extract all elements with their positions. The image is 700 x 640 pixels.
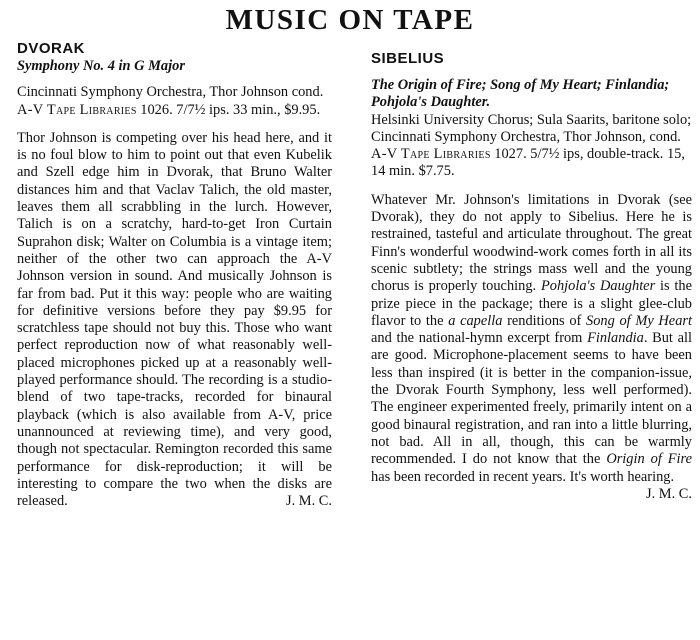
- sibelius-review-text: [371, 191, 693, 502]
- sibelius-review-part: renditions of: [502, 312, 587, 329]
- dvorak-composer-heading: DVORAK: [17, 40, 86, 57]
- sibelius-review-column: [371, 40, 692, 503]
- sibelius-performers: Helsinki University Chorus; Sula Saarits, baritone solo; Cincinnati Symphony Orchestra, Thor Johnson, cond.: [371, 111, 692, 145]
- dvorak-release-info: [17, 102, 332, 119]
- dvorak-review-column: [17, 40, 332, 510]
- page-title: MUSIC ON TAPE: [225, 4, 475, 36]
- dvorak-review-text: [17, 130, 332, 511]
- dvorak-label: A-V Tape Libraries: [17, 101, 137, 118]
- sibelius-label: A-V Tape Libraries: [371, 146, 491, 163]
- sibelius-review-part: has been recorded in recent years. It's worth hearing.: [371, 468, 675, 485]
- sibelius-signature: J. M. C.: [646, 485, 692, 502]
- sibelius-release-info: [371, 146, 692, 181]
- sibelius-review-italic: Origin of Fire: [606, 451, 692, 468]
- sibelius-review-part: and the national-hymn excerpt from: [371, 330, 588, 347]
- sibelius-review-part: Whatever Mr. Johnson's limitations in Dvorak (see Dvorak), they do not apply to Sibelius. Here he is restrained, tasteful and articulate throughout. The great Finn's wonderful woodwind-work comes forth in all its scenic subtlety; the strings mass well and the young chorus is properly touching.: [371, 191, 692, 295]
- dvorak-release-details: 1026. 7/7½ ips. 33 min., $9.95.: [136, 101, 321, 118]
- sibelius-review-italic: Finlandia: [587, 330, 644, 347]
- sibelius-review-italic: Pohjola's Daughter: [540, 278, 656, 295]
- sibelius-review-part: is the prize piece in the package; there is a slight glee-club flavor to the: [371, 278, 692, 329]
- sibelius-work-title: The Origin of Fire; Song of My Heart; Finlandia; Pohjola's Daughter.: [371, 77, 670, 111]
- dvorak-review-body: Thor Johnson is competing over his head here, and it is no foul blow to him to point out that even Kubelik and Szell edge him in Dvorak, that Bruno Walter distances him and that Vaclav Talich, the old master, leaves them all scrabbling in the lurch. However, Talich is on a scratchy, hard-to-get Iron Curtain Suprahon disk; Walter on Columbia is a vintage item; neither of the other two can approach the A-V Johnson version in sound. And musically Johnson is far from bad. Put it this way: people who are waiting for definitive versions before they pay $9.95 for scratchless tape should not buy this. Those who want perfect reproduction now of what reasonably well-placed microphones picked up at a reasonably well-played performance should. The recording is a studio-blend of two tape-tracks, recorded for binaural playback (which is also available from A-V, price unannounced at reviewing time), and very good, though not spectacular. Remington recorded this same performance for disk-reproduction; it will be interesting to compare the two when the disks are released.: [17, 129, 332, 510]
- sibelius-review-italic: a capella: [448, 312, 503, 329]
- dvorak-work-title: Symphony No. 4 in G Major: [17, 58, 185, 74]
- dvorak-performers: Cincinnati Symphony Orchestra, Thor Johnson cond.: [17, 84, 324, 101]
- dvorak-signature: J. M. C.: [286, 493, 332, 510]
- sibelius-review-italic: Song of My Heart: [586, 312, 692, 329]
- sibelius-composer-heading: SIBELIUS: [371, 50, 445, 67]
- sibelius-release-details: 1027. 5/7½ ips, double-track. 15, 14 min. $7.75.: [371, 146, 685, 180]
- sibelius-review-part: . But all are good. Microphone-placement seems to have been less than inspired (it is better in the companion-issue, the Dvorak Fourth Symphony, less well performed). The engineer experimented freely, primarily intent on a good binaural registration, and ran into a little blurring, not bad. All in all, though, this can be warmly recommended. I do not know that the: [371, 330, 693, 468]
